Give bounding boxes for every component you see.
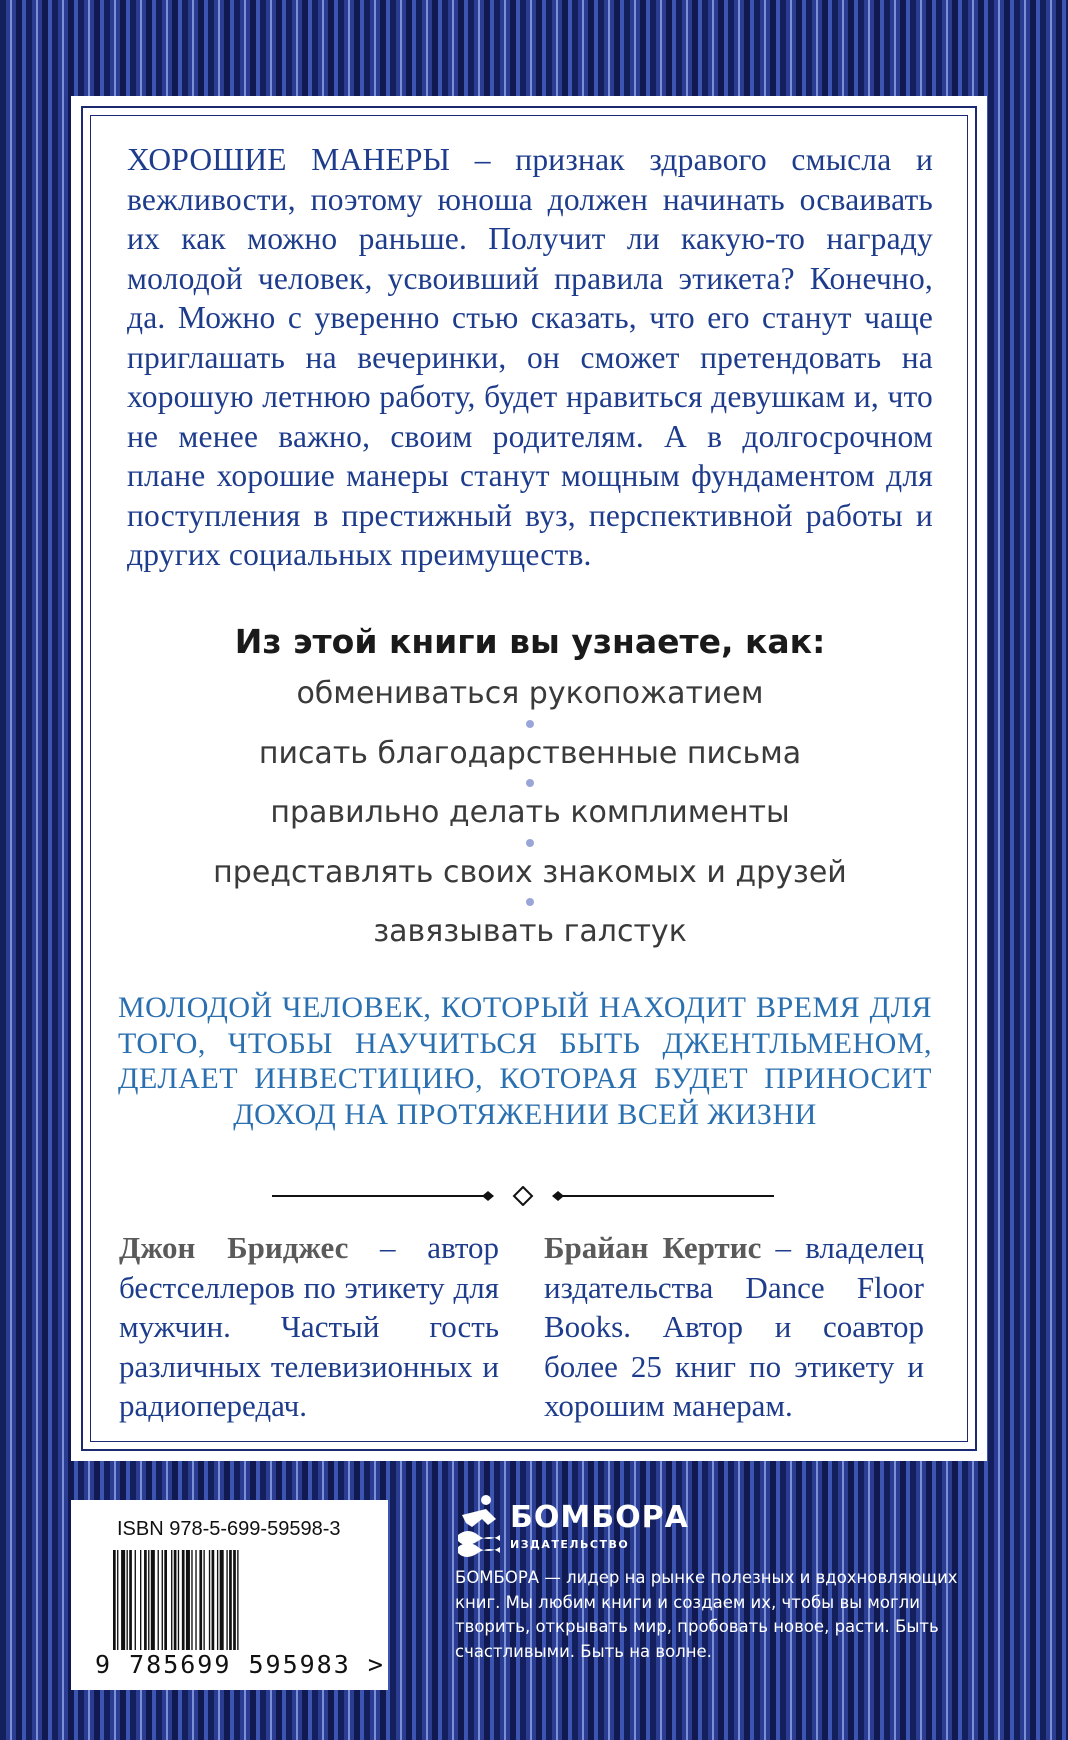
barcode-box — [71, 1500, 388, 1690]
author-bio-bridges: Джон Бриджес – автор бестселлеров по этикету для мужчин. Частый гость различных телевизионных и радиопередач. — [119, 1230, 500, 1423]
learn-list — [127, 672, 933, 970]
publisher-logo-subtitle: ИЗДАТЕЛЬСТВО — [510, 1538, 630, 1551]
bullet-dot-icon — [526, 898, 534, 906]
list-item: правильно делать комплименты — [127, 791, 933, 851]
intro-paragraph: ХОРОШИЕ МАНЕРЫ – признак здравого смысла и вежливости, поэтому юноша должен начинать осваивать их как можно раньше. Получит ли какую-то награду молодой человек, усвоивший правила этикета? Конечно, да. Можно с уверенно стью сказать, что его станут чаще приглашать на вечеринки, он сможет претендовать на хорошую летнюю работу, будет нравиться девушкам и, что не менее важно, своим родителям. А в долгосрочном плане хорошие манеры станут мощным фундаментом для поступления в престижный вуз, перспективной работы и других социальных преимуществ. — [127, 142, 933, 572]
bullet-dot-icon — [526, 839, 534, 847]
bullet-dot-icon — [526, 779, 534, 787]
list-item: завязывать галстук — [373, 914, 687, 949]
publisher-description: БОМБОРА — лидер на рынке полезных и вдохновляющих книг. Мы любим книги и создаем их, чтобы вы могли творить, открывать мир, пробовать новое, расти. Быть счастливыми. Быть на волне. — [455, 1568, 958, 1661]
publisher-logo-name: БОМБОРА — [510, 1500, 689, 1535]
list-item: представлять своих знакомых и друзей — [127, 851, 933, 911]
list-item: писать благодарственные письма — [127, 732, 933, 792]
bullet-dot-icon — [526, 720, 534, 728]
isbn-text: ISBN 978-5-699-59598-3 — [117, 1518, 341, 1540]
barcode-digits: 9 785699 595983 > — [95, 1650, 385, 1679]
author-name: Брайан Кертис — [544, 1230, 762, 1265]
author-bio-curtis: Брайан Кертис – владелец издательства Dance Floor Books. Автор и соавтор более 25 книг по этикету и хорошим манерам. — [544, 1230, 925, 1423]
quote-text: МОЛОДОЙ ЧЕЛОВЕК, КОТОРЫЙ НАХОДИТ ВРЕМЯ ДЛЯ ТОГО, ЧТОБЫ НАУЧИТЬСЯ БЫТЬ ДЖЕНТЛЬМЕНОМ, ДЕЛАЕТ ИНВЕСТИЦИЮ, КОТОРАЯ БУДЕТ ПРИНОСИТ ДОХОД НА ПРОТЯЖЕНИИ ВСЕЙ ЖИЗНИ — [118, 991, 932, 1131]
runner-waves-icon — [456, 1493, 504, 1557]
barcode-icon — [113, 1550, 353, 1650]
author-name: Джон Бриджес — [119, 1230, 349, 1265]
list-item: обмениваться рукопожатием — [127, 672, 933, 732]
learn-heading: Из этой книги вы узнаете, как: — [234, 622, 826, 661]
ornament-divider-icon — [272, 1186, 774, 1206]
